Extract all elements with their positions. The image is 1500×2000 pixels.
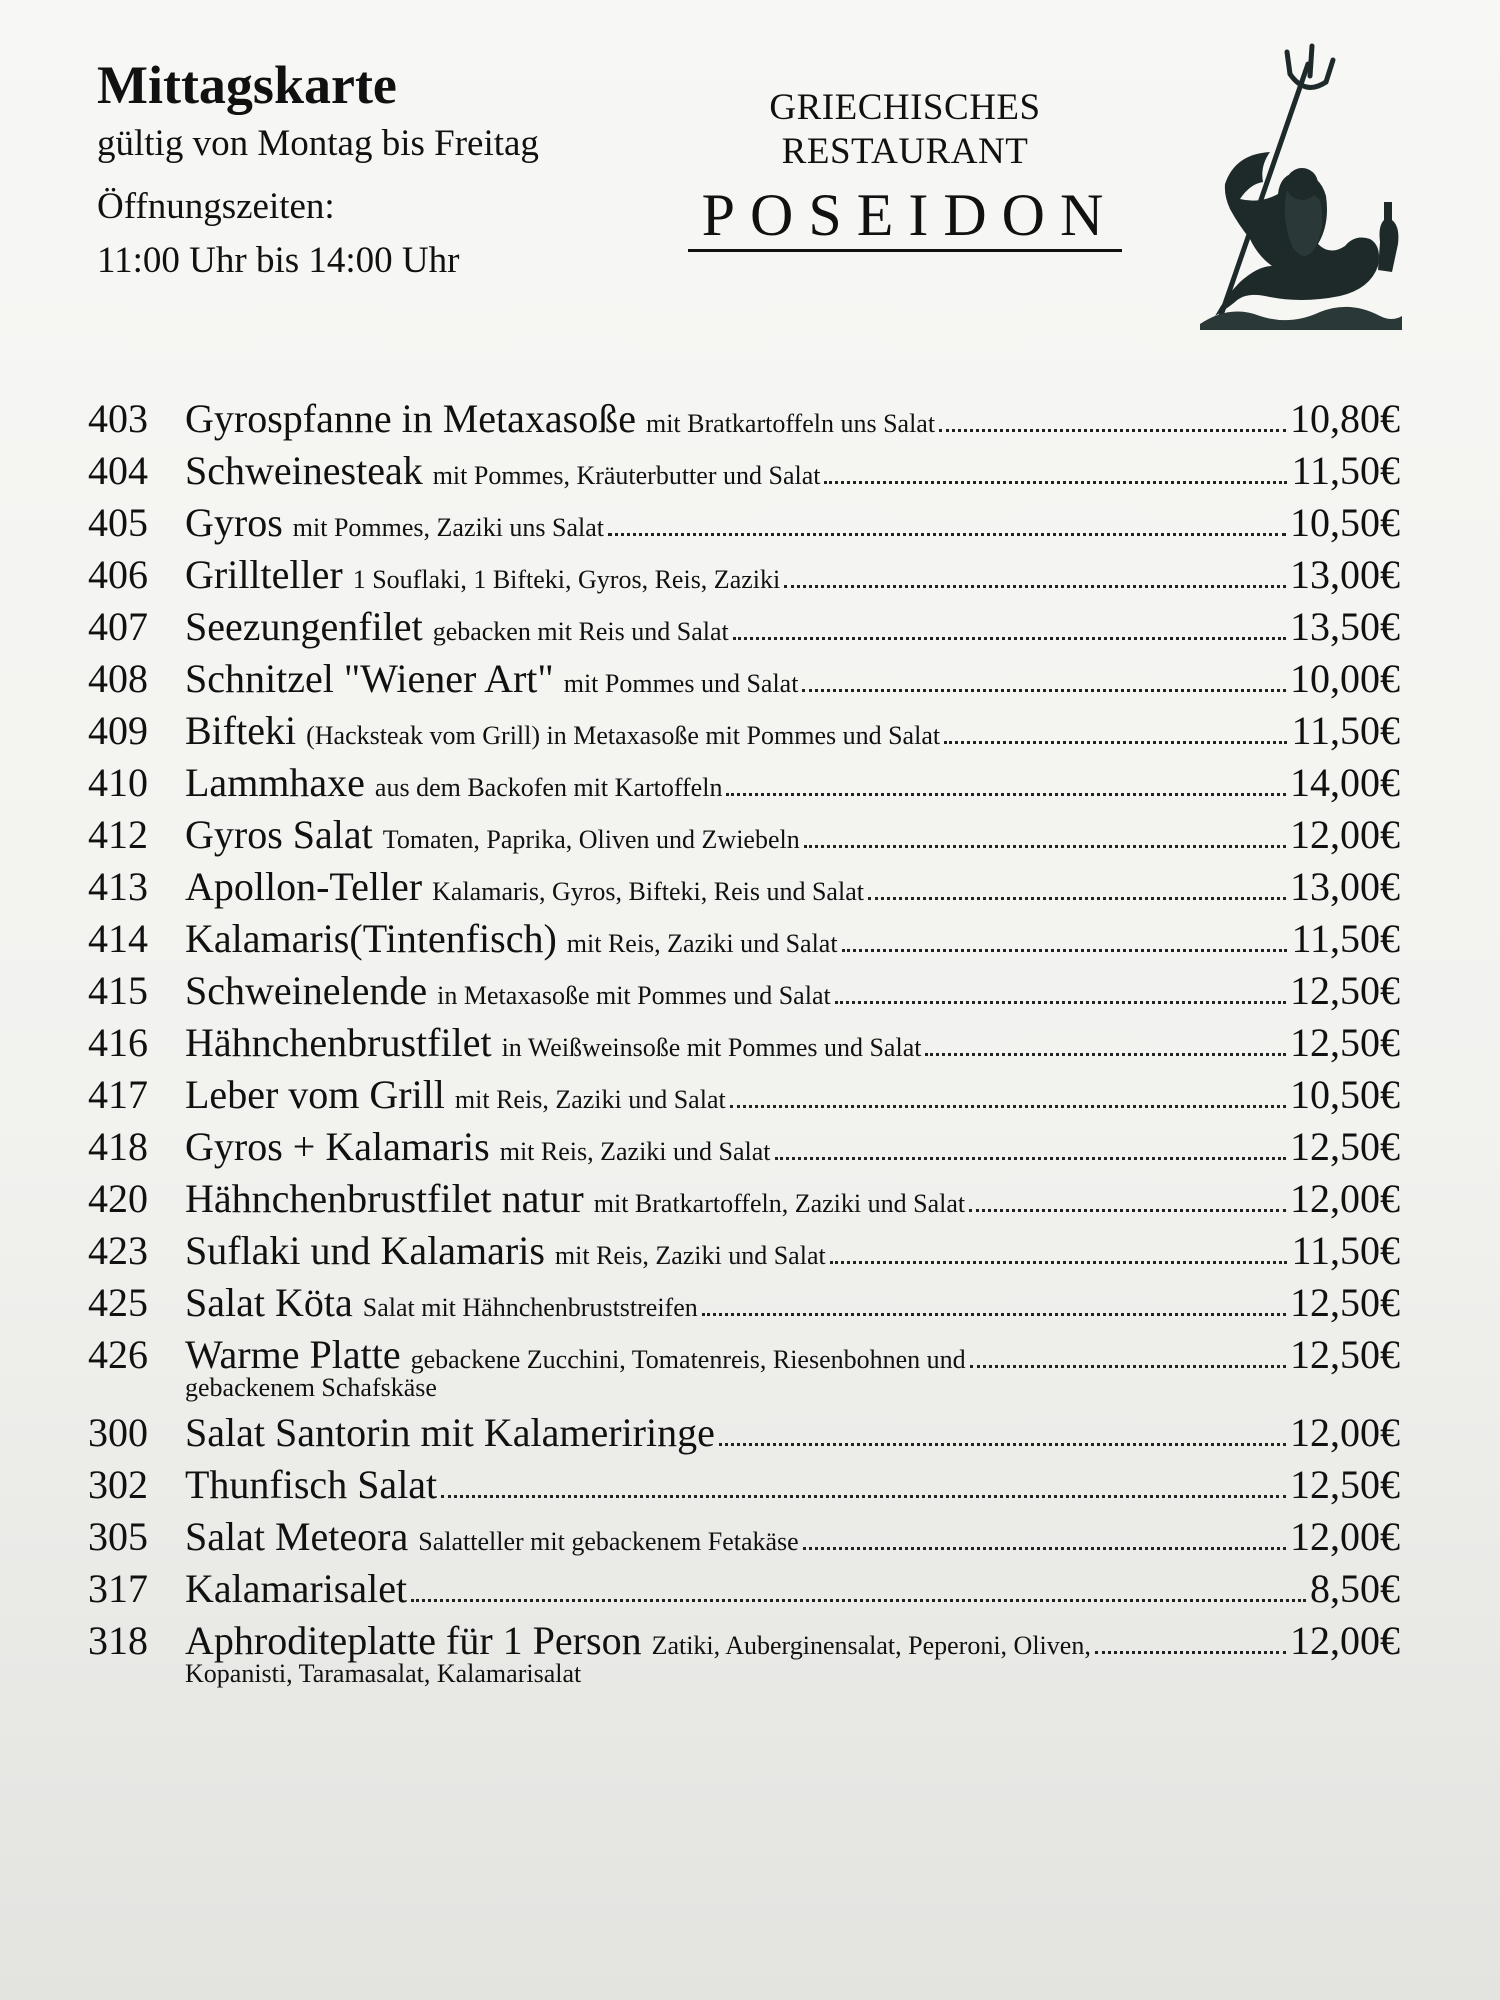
dot-leader <box>411 1599 1306 1602</box>
item-description: Salatteller mit gebackenem Fetakäse <box>418 1527 799 1556</box>
item-price: 13,00€ <box>1290 864 1400 909</box>
menu-item-row <box>88 1175 1400 1221</box>
item-description: in Metaxasoße mit Pommes und Salat <box>437 981 831 1010</box>
item-name: Schweinesteak <box>185 448 423 493</box>
dot-leader <box>775 1157 1286 1160</box>
item-description: mit Bratkartoffeln uns Salat <box>645 409 936 438</box>
menu-item <box>88 1565 1400 1611</box>
opening-hours: 11:00 Uhr bis 14:00 Uhr <box>97 240 460 282</box>
menu-item-row <box>88 1019 1400 1065</box>
menu-item <box>88 395 1400 441</box>
item-price: 12,00€ <box>1290 1176 1400 1221</box>
menu-item <box>88 1123 1400 1169</box>
menu-item-row <box>88 1409 1400 1455</box>
item-price: 13,50€ <box>1290 604 1400 649</box>
item-description: Tomaten, Paprika, Oliven und Zwiebeln <box>382 825 800 854</box>
item-description: mit Pommes, Zaziki uns Salat <box>292 513 605 542</box>
item-price: 13,00€ <box>1290 552 1400 597</box>
menu-item <box>88 759 1400 805</box>
dot-leader <box>1095 1651 1286 1654</box>
menu-item-row <box>88 915 1400 961</box>
item-price: 12,00€ <box>1290 1618 1400 1663</box>
item-name: Thunfisch Salat <box>185 1462 438 1507</box>
menu-item-row <box>88 1565 1400 1611</box>
menu-item-row <box>88 759 1400 805</box>
item-description: 1 Souflaki, 1 Bifteki, Gyros, Reis, Zaziki <box>352 565 781 594</box>
dot-leader <box>730 1105 1286 1108</box>
menu-item <box>88 1227 1400 1273</box>
menu-item <box>88 499 1400 545</box>
item-description: gebackene Zucchini, Tomatenreis, Riesenbohnen und <box>410 1345 966 1374</box>
item-name: Salat Meteora <box>185 1514 409 1559</box>
item-price: 12,50€ <box>1290 1020 1400 1065</box>
item-number: 305 <box>88 1514 148 1559</box>
item-description: mit Reis, Zaziki und Salat <box>454 1085 726 1114</box>
menu-item-row <box>88 967 1400 1013</box>
item-name: Apollon-Teller <box>185 864 423 909</box>
dot-leader <box>969 1209 1286 1212</box>
menu-item-row <box>88 1331 1400 1377</box>
menu-item <box>88 863 1400 909</box>
menu-item <box>88 1279 1400 1325</box>
item-name: Seezungenfilet <box>185 604 423 649</box>
item-description: mit Reis, Zaziki und Salat <box>554 1241 826 1270</box>
item-price: 12,50€ <box>1290 1280 1400 1325</box>
restaurant-type-line2: RESTAURANT <box>781 130 1029 172</box>
menu-item-row <box>88 603 1400 649</box>
item-number: 426 <box>88 1332 148 1377</box>
item-number: 410 <box>88 760 148 805</box>
item-name: Gyrospfanne in Metaxasoße <box>185 396 636 441</box>
menu-item <box>88 1019 1400 1065</box>
item-price: 10,80€ <box>1290 396 1400 441</box>
item-name: Suflaki und Kalamaris <box>185 1228 545 1273</box>
dot-leader <box>702 1313 1286 1316</box>
item-description: mit Bratkartoffeln, Zaziki und Salat <box>593 1189 966 1218</box>
item-description: mit Reis, Zaziki und Salat <box>499 1137 771 1166</box>
item-price: 11,50€ <box>1291 448 1400 493</box>
dot-leader <box>868 897 1286 900</box>
item-number: 420 <box>88 1176 148 1221</box>
menu-item <box>88 707 1400 753</box>
dot-leader <box>804 845 1286 848</box>
item-price: 11,50€ <box>1291 1228 1400 1273</box>
menu-list <box>88 395 1400 1695</box>
item-name: Hähnchenbrustfilet natur <box>185 1176 584 1221</box>
item-name: Leber vom Grill <box>185 1072 445 1117</box>
dot-leader <box>835 1001 1286 1004</box>
item-price: 14,00€ <box>1290 760 1400 805</box>
item-number: 409 <box>88 708 148 753</box>
poseidon-logo-icon <box>1130 34 1430 334</box>
item-number: 413 <box>88 864 148 909</box>
dot-leader <box>970 1365 1286 1368</box>
menu-item-row <box>88 499 1400 545</box>
item-name: Aphroditeplatte für 1 Person <box>185 1618 642 1663</box>
menu-item-row <box>88 1461 1400 1507</box>
item-name: Gyros + Kalamaris <box>185 1124 490 1169</box>
opening-hours-label: Öffnungszeiten: <box>97 185 335 227</box>
item-number: 403 <box>88 396 148 441</box>
item-number: 404 <box>88 448 148 493</box>
menu-item <box>88 1513 1400 1559</box>
menu-item-row <box>88 707 1400 753</box>
menu-item-row <box>88 1617 1400 1663</box>
item-name: Warme Platte <box>185 1332 401 1377</box>
menu-item <box>88 1461 1400 1507</box>
item-number: 418 <box>88 1124 148 1169</box>
dot-leader <box>733 637 1286 640</box>
item-description: aus dem Backofen mit Kartoffeln <box>374 773 723 802</box>
menu-item <box>88 811 1400 857</box>
menu-item-row <box>88 395 1400 441</box>
item-description-continued: Kopanisti, Taramasalat, Kalamarisalat <box>185 1659 582 1688</box>
item-number: 405 <box>88 500 148 545</box>
item-name: Lammhaxe <box>185 760 365 805</box>
menu-item <box>88 447 1400 493</box>
menu-item <box>88 603 1400 649</box>
item-number: 425 <box>88 1280 148 1325</box>
item-price: 12,00€ <box>1290 812 1400 857</box>
menu-title: Mittagskarte <box>97 55 397 115</box>
item-number: 408 <box>88 656 148 701</box>
dot-leader <box>803 1547 1286 1550</box>
item-description-continued: gebackenem Schafskäse <box>185 1373 437 1402</box>
dot-leader <box>726 793 1286 796</box>
menu-item-row <box>88 811 1400 857</box>
item-description: mit Pommes, Kräuterbutter und Salat <box>432 461 821 490</box>
item-number: 300 <box>88 1410 148 1455</box>
item-number: 423 <box>88 1228 148 1273</box>
menu-item <box>88 551 1400 597</box>
menu-item <box>88 1331 1400 1403</box>
item-description: Kalamaris, Gyros, Bifteki, Reis und Salat <box>432 877 864 906</box>
menu-item <box>88 1071 1400 1117</box>
dot-leader <box>802 689 1286 692</box>
item-description: Zatiki, Auberginensalat, Peperoni, Oliven, <box>651 1631 1091 1660</box>
item-name: Salat Köta <box>185 1280 353 1325</box>
dot-leader <box>925 1053 1286 1056</box>
item-price: 10,00€ <box>1290 656 1400 701</box>
menu-item <box>88 1409 1400 1455</box>
dot-leader <box>944 741 1287 744</box>
menu-item <box>88 967 1400 1013</box>
item-description: Salat mit Hähnchenbruststreifen <box>362 1293 698 1322</box>
dot-leader <box>842 949 1288 952</box>
item-description: mit Reis, Zaziki und Salat <box>566 929 838 958</box>
item-price: 10,50€ <box>1290 500 1400 545</box>
item-number: 416 <box>88 1020 148 1065</box>
item-price: 12,50€ <box>1290 1124 1400 1169</box>
restaurant-name: POSEIDON <box>688 185 1123 252</box>
item-number: 412 <box>88 812 148 857</box>
menu-item-row <box>88 447 1400 493</box>
item-name: Bifteki <box>185 708 297 753</box>
dot-leader <box>824 481 1287 484</box>
restaurant-heading <box>660 86 1150 252</box>
menu-item-row <box>88 1279 1400 1325</box>
item-name: Kalamarisalet <box>185 1566 408 1611</box>
item-number: 414 <box>88 916 148 961</box>
menu-item-row <box>88 1123 1400 1169</box>
item-price: 12,00€ <box>1290 1410 1400 1455</box>
item-name: Schweinelende <box>185 968 428 1013</box>
dot-leader <box>830 1261 1288 1264</box>
dot-leader <box>784 585 1286 588</box>
item-number: 415 <box>88 968 148 1013</box>
item-price: 12,00€ <box>1290 1514 1400 1559</box>
item-name: Schnitzel "Wiener Art" <box>185 656 554 701</box>
item-price: 12,50€ <box>1290 1462 1400 1507</box>
menu-validity: gültig von Montag bis Freitag <box>97 123 539 164</box>
item-name: Gyros Salat <box>185 812 373 857</box>
item-description: mit Pommes und Salat <box>563 669 799 698</box>
dot-leader <box>441 1495 1286 1498</box>
item-price: 12,50€ <box>1290 968 1400 1013</box>
item-number: 407 <box>88 604 148 649</box>
item-number: 317 <box>88 1566 148 1611</box>
item-description: in Weißweinsoße mit Pommes und Salat <box>501 1033 922 1062</box>
item-price: 8,50€ <box>1310 1566 1400 1611</box>
item-description: (Hacksteak vom Grill) in Metaxasoße mit Pommes und Salat <box>306 721 941 750</box>
item-price: 11,50€ <box>1291 708 1400 753</box>
menu-item-row <box>88 1227 1400 1273</box>
item-number: 318 <box>88 1618 148 1663</box>
item-number: 302 <box>88 1462 148 1507</box>
restaurant-type-line1: GRIECHISCHES <box>769 87 1041 128</box>
menu-item-row <box>88 1071 1400 1117</box>
dot-leader <box>939 429 1286 432</box>
menu-item <box>88 1175 1400 1221</box>
dot-leader <box>719 1443 1286 1446</box>
item-name: Gyros <box>185 500 283 545</box>
item-number: 406 <box>88 552 148 597</box>
menu-item-row <box>88 1513 1400 1559</box>
item-price: 12,50€ <box>1290 1332 1400 1377</box>
dot-leader <box>608 533 1286 536</box>
menu-item <box>88 1617 1400 1689</box>
menu-item-row <box>88 863 1400 909</box>
item-name: Hähnchenbrustfilet <box>185 1020 492 1065</box>
menu-item <box>88 655 1400 701</box>
item-price: 10,50€ <box>1290 1072 1400 1117</box>
menu-item <box>88 915 1400 961</box>
item-price: 11,50€ <box>1291 916 1400 961</box>
item-number: 417 <box>88 1072 148 1117</box>
item-name: Kalamaris(Tintenfisch) <box>185 916 557 961</box>
menu-item-row <box>88 655 1400 701</box>
item-name: Salat Santorin mit Kalameriringe <box>185 1410 715 1455</box>
item-description: gebacken mit Reis und Salat <box>432 617 729 646</box>
item-name: Grillteller <box>185 552 343 597</box>
menu-header <box>97 55 539 282</box>
menu-item-row <box>88 551 1400 597</box>
